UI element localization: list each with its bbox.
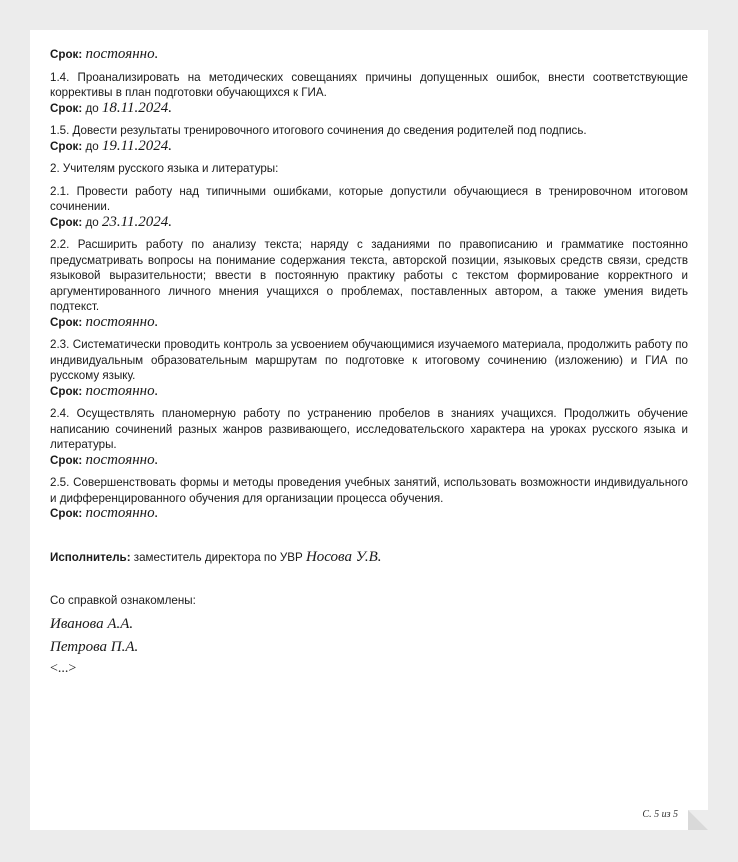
document-page	[30, 30, 708, 830]
executor-label: Исполнитель:	[50, 550, 131, 564]
deadline-line	[50, 47, 688, 63]
acknowledged-name: Петрова П.А.	[50, 638, 139, 655]
deadline-value: постоянно.	[85, 313, 159, 330]
item-2-5: 2.5. Совершенствовать формы и методы проведения учебных занятий, использовать возможности индивидуального и дифференцированного обучения для организации процесса обучения.	[50, 476, 688, 505]
page-number: С. 5 из 5	[642, 809, 678, 820]
deadline-value: постоянно.	[85, 382, 159, 399]
deadline-label: Срок:	[50, 315, 83, 329]
item-2-1: 2.1. Провести работу над типичными ошибками, которые допустили обучающиеся в тренировочном итоговом сочинении.	[50, 184, 688, 213]
deadline-value: постоянно.	[85, 46, 159, 62]
deadline-prefix: до	[85, 215, 99, 229]
deadline-line	[50, 453, 688, 469]
deadline-label: Срок:	[50, 101, 83, 115]
deadline-prefix: до	[85, 101, 99, 115]
item-1-4: 1.4. Проанализировать на методических совещаниях причины допущенных ошибок, внести соответствующие коррективы в план подготовки обучающихся к ГИА.	[50, 70, 688, 99]
deadline-value: постоянно.	[85, 451, 159, 468]
deadline-line	[50, 139, 688, 155]
deadline-label: Срок:	[50, 507, 83, 520]
deadline-label: Срок:	[50, 139, 83, 153]
acknowledged-ellipsis: <...>	[50, 660, 77, 676]
document-body	[50, 47, 688, 679]
executor-name: Носова У.В.	[305, 548, 382, 565]
item-2-2: 2.2. Расширить работу по анализу текста; наряду с заданиями по правописанию и грамматике постоянно предусматривать вопросы на понимание содержания текста, авторской позиции, языковых средств связи, средств языковой выразительности; ввести в постоянную практику работы с текстом формирование корректного и аргументированного личного мнения учащихся о проблемах, поставленных автором, а также умения видеть подтекст.	[50, 238, 688, 313]
deadline-value: 18.11.2024.	[101, 99, 173, 116]
deadline-line	[50, 101, 688, 117]
executor-role: заместитель директора по УВР	[133, 550, 303, 564]
deadline-value: постоянно.	[85, 505, 159, 521]
deadline-line	[50, 315, 688, 331]
deadline-line	[50, 215, 688, 231]
deadline-label: Срок:	[50, 215, 83, 229]
deadline-line	[50, 506, 688, 522]
deadline-label: Срок:	[50, 453, 83, 467]
item-2-4: 2.4. Осуществлять планомерную работу по устранению пробелов в знаниях учащихся. Продолжить обучение написанию сочинений разных жанров развивающего, исследовательского характера на уроках русского языка и литературы.	[50, 407, 688, 451]
acknowledged-label: Со справкой ознакомлены:	[50, 594, 196, 607]
executor-line	[50, 550, 688, 566]
deadline-line	[50, 384, 688, 400]
deadline-value: 23.11.2024.	[101, 213, 173, 230]
item-1-5: 1.5. Довести результаты тренировочного итогового сочинения до сведения родителей под подпись.	[50, 124, 587, 137]
deadline-label: Срок:	[50, 384, 83, 398]
section-2-heading: 2. Учителям русского языка и литературы:	[50, 162, 279, 175]
deadline-label: Срок:	[50, 48, 83, 61]
acknowledged-name: Иванова А.А.	[50, 615, 134, 632]
item-2-3: 2.3. Систематически проводить контроль за усвоением обучающимися изучаемого материала, продолжить работу по индивидуальным образовательным маршрутам по подготовке к итоговому сочинению (изложению) и ГИА по русскому языку.	[50, 338, 688, 382]
deadline-prefix: до	[85, 139, 99, 153]
deadline-value: 19.11.2024.	[101, 137, 173, 154]
page-corner-fold	[688, 810, 708, 830]
